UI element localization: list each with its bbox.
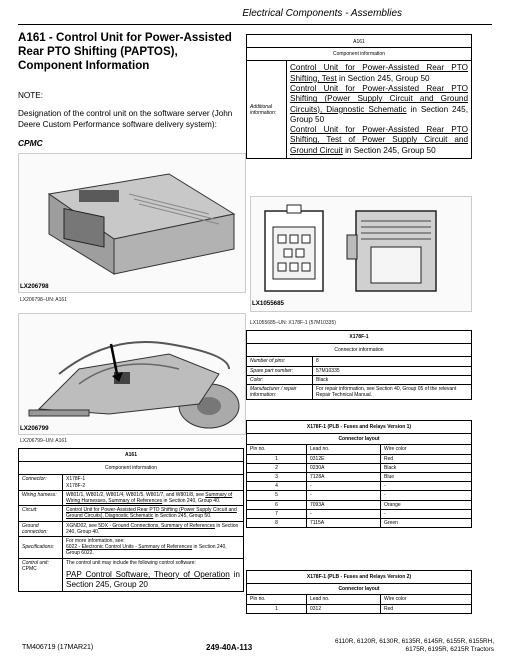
spec-suffix: in Section 240, Group 6022.	[66, 544, 227, 557]
connector-table-subtitle: Connector information	[247, 344, 472, 357]
connector-table-title: X178F-1	[247, 331, 472, 344]
info-label: Additional information:	[247, 61, 287, 159]
circuit-label: Circuit:	[19, 506, 63, 521]
note-text: Designation of the control unit on the software server (John Deere Custom Performance software delivery system):	[18, 109, 233, 129]
table-row	[247, 482, 472, 491]
connector-row	[247, 357, 472, 366]
ground-suffix: in Section 240, Group 40.	[66, 522, 239, 535]
lead-cell: 0312	[307, 604, 381, 613]
unit-photo-label: LX206798	[20, 283, 49, 290]
connector-row-value: 8	[313, 357, 472, 366]
pap-software-suffix: in Section 245, Group 20	[66, 569, 240, 590]
cpmc-label: CPMC	[18, 138, 43, 148]
connector-label: Connector:	[19, 475, 63, 490]
table-row	[247, 519, 472, 528]
component-info-table	[18, 448, 244, 592]
color-cell: Orange	[381, 500, 472, 509]
ground-link[interactable]: 5DX - Ground Connections, Summary of References	[98, 522, 215, 529]
table-row	[247, 604, 472, 613]
wiring-link[interactable]: Summary of Wiring Harnesses, Summary of References	[66, 491, 233, 505]
link-suffix: in Section 245, Group 50	[342, 145, 436, 155]
control-unit-label: Control unit:	[22, 559, 49, 566]
pin-cell: 3	[247, 473, 307, 482]
connector-row	[247, 366, 472, 375]
connector-info-table	[246, 330, 472, 400]
wiring-label: Wiring harness:	[19, 490, 63, 505]
tractor-photo	[18, 313, 246, 435]
connector-row-value: 57M10335	[313, 366, 472, 375]
footer-tm-number: TM406719 (17MAR21)	[22, 644, 94, 651]
pin-cell: 5	[247, 491, 307, 500]
lead-cell: 7093A	[307, 500, 381, 509]
wiring-prefix: W801/1, W801/2, W801/4, W801/5, W801/7, and W801/8, see	[66, 491, 206, 498]
layout1-header-color: Wire color	[381, 445, 472, 454]
circuit-suffix: in Section 245, Group 50.	[153, 513, 212, 520]
info-table-subtitle: Component information	[247, 48, 472, 61]
connector-illustration	[251, 197, 472, 312]
tractor-photo-caption: LX206799–UN: A161	[20, 438, 67, 444]
component-table-title: A161	[19, 449, 244, 462]
info-table-title: A161	[247, 35, 472, 48]
pin-cell: 8	[247, 519, 307, 528]
additional-info-table	[246, 34, 472, 159]
lead-cell: -	[307, 509, 381, 518]
color-cell: -	[381, 509, 472, 518]
table-row	[247, 454, 472, 463]
spec-prefix: For more information, see:	[66, 538, 125, 545]
connector-row-value: For repair information, see Section 40, Group 05 of the relevant Repair Technical Manual.	[313, 385, 472, 400]
layout1-subtitle: Connector layout	[247, 434, 472, 445]
pin-cell: 1	[247, 454, 307, 463]
layout2-title: X178F-1 (PLB - Fuses and Relays Version 2)	[247, 571, 472, 584]
connector-layout-v2-table	[246, 570, 472, 614]
control-unit-value: CPMC	[22, 565, 37, 572]
footer-models: 6110R, 6120R, 6130R, 6135R, 6145R, 6155R, 6155RH, 6175R, 6195R, 6215R Tractors	[334, 638, 494, 653]
footer-page-number: 249-40A-113	[206, 643, 253, 652]
ground-prefix: XGND02, see	[66, 522, 99, 529]
connector-row	[247, 375, 472, 384]
connector-row-key: Number of pins:	[247, 357, 313, 366]
connector-row-value: Black	[313, 375, 472, 384]
spec-label: Specifications:	[19, 537, 63, 559]
link-pto-schematic[interactable]: Control Unit for Power-Assisted Rear PTO Shifting (Power Supply Circuit and Ground Circuits), Diagnostic Schematic	[290, 84, 468, 114]
color-cell: Blue	[381, 473, 472, 482]
lead-cell: 0230A	[307, 463, 381, 472]
ground-label: Ground connection:	[19, 521, 63, 536]
color-cell: Green	[381, 519, 472, 528]
note-label: NOTE:	[18, 91, 44, 100]
section-header: Electrical Components - Assemblies	[242, 8, 402, 19]
color-cell: -	[381, 482, 472, 491]
layout1-header-lead: Lead no.	[307, 445, 381, 454]
component-table-subtitle: Component information	[19, 462, 244, 475]
table-row	[247, 509, 472, 518]
control-unit-info: The control unit may include the following control software:	[66, 559, 196, 566]
header-rule	[18, 24, 492, 25]
connector-value: X178F-1 X178F-2	[63, 475, 244, 490]
table-row	[247, 473, 472, 482]
link-suffix: in Section 245, Group 50	[336, 73, 430, 83]
link-suffix: in Section 245, Group 50	[290, 104, 468, 124]
lead-cell: 0312E	[307, 454, 381, 463]
layout2-header-lead: Lead no.	[307, 595, 381, 604]
table-row	[247, 491, 472, 500]
link-pto-test[interactable]: Control Unit for Power-Assisted Rear PTO Shifting, Test	[290, 63, 468, 83]
connector-layout-v1-table	[246, 420, 472, 528]
pin-cell: 4	[247, 482, 307, 491]
tractor-illustration	[19, 314, 246, 435]
pin-cell: 7	[247, 509, 307, 518]
pin-cell: 2	[247, 463, 307, 472]
table-row	[247, 500, 472, 509]
connector-row-key: Manufacturer / repair information:	[247, 385, 313, 400]
layout2-header-pin: Pin no.	[247, 595, 307, 604]
connector-row-key: Spare part number:	[247, 366, 313, 375]
unit-photo-caption: LX206798–UN: A161	[20, 297, 67, 303]
lead-cell: -	[307, 482, 381, 491]
pin-cell: 1	[247, 604, 307, 613]
layout1-title: X178F-1 (PLB - Fuses and Relays Version 1)	[247, 421, 472, 434]
control-unit-illustration	[19, 154, 246, 293]
page-title: A161 - Control Unit for Power-Assisted Rear PTO Shifting (PAPTOS), Component Information	[18, 31, 232, 72]
lead-cell: 7128A	[307, 473, 381, 482]
layout2-subtitle: Connector layout	[247, 584, 472, 595]
spec-link[interactable]: 6022 - Electronic Control Units - Summary of References	[66, 544, 193, 551]
color-cell: Red	[381, 454, 472, 463]
connector-row	[247, 385, 472, 400]
connector-row-key: Color:	[247, 375, 313, 384]
pin-cell: 6	[247, 500, 307, 509]
wiring-suffix: in Section 240, Group 40.	[162, 498, 221, 505]
table-row	[247, 463, 472, 472]
connector-photo-label: LX1055685	[252, 300, 284, 307]
connector-photo	[250, 196, 472, 312]
tractor-photo-label: LX206799	[20, 425, 49, 432]
color-cell: Red	[381, 604, 472, 613]
layout2-header-color: Wire color	[381, 595, 472, 604]
control-unit-photo	[18, 153, 246, 293]
pap-software-link[interactable]: PAP Control Software, Theory of Operation	[66, 569, 230, 579]
link-pto-power-test[interactable]: Control Unit for Power-Assisted Rear PTO Shifting, Test of Power Supply Circuit and Ground Circuit	[290, 125, 468, 155]
lead-cell: -	[307, 491, 381, 500]
color-cell: -	[381, 491, 472, 500]
connector-photo-caption: LX1055685–UN: X178F-1 (57M10335)	[250, 320, 336, 326]
layout1-header-pin: Pin no.	[247, 445, 307, 454]
color-cell: Black	[381, 463, 472, 472]
circuit-link[interactable]: Control Unit for Power-Assisted Rear PTO Shifting (Power Supply Circuit and Ground Circuits), Diagnostic Schematic	[66, 507, 237, 520]
lead-cell: 7115A	[307, 519, 381, 528]
